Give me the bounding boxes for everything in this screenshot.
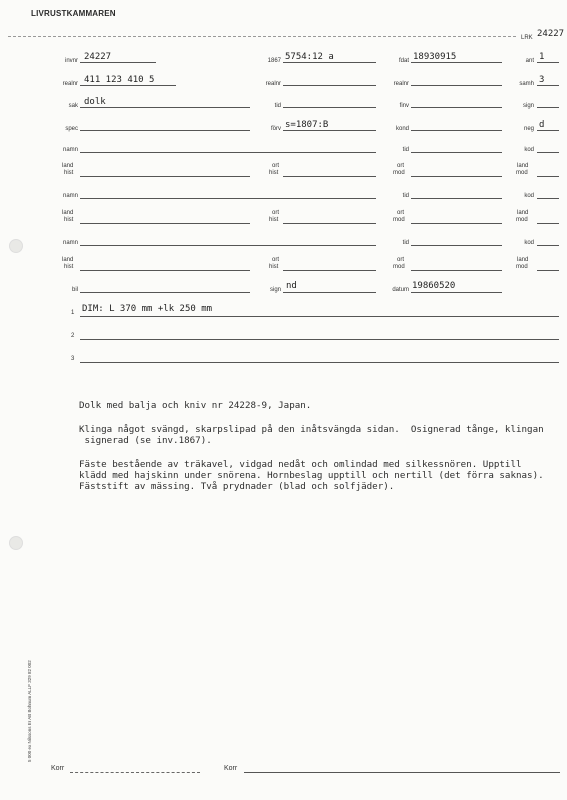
- description-paragraph-2: Klinga något svängd, skarpslipad på den inåtsvängda sidan. Osignerad tånge, klingan signerad (se inv.1867).: [79, 424, 544, 446]
- land2-line: [537, 270, 559, 271]
- datum-value: 19860520: [412, 281, 456, 291]
- neg-line: [537, 130, 559, 131]
- land-line: [80, 176, 250, 177]
- line-2-number: 2: [71, 333, 75, 339]
- land-line: [80, 270, 250, 271]
- kond-label: kond: [395, 126, 409, 132]
- finv-label: finv: [399, 103, 409, 109]
- land-label: land: [62, 257, 74, 263]
- korr-label-1: Korr: [51, 765, 65, 772]
- tid-line: [411, 245, 502, 246]
- korr-line-1: [70, 772, 200, 773]
- mod-label: mod: [393, 264, 405, 270]
- ort2-line: [411, 270, 502, 271]
- lrk-value: 24227: [537, 29, 565, 39]
- hist-label: hist: [64, 170, 74, 176]
- y1867-value: 5754:12 a: [285, 52, 334, 62]
- namn-label: namn: [62, 147, 78, 153]
- namn-line: [80, 152, 376, 153]
- description-paragraph-3: Fäste bestående av träkavel, vidgad nedåt och omlindad med silkessnören. Upptill klädd med hajskinn under snörena. Hornbeslag upptill och nertill (det förra saknas). Fäststift av mässing. Två prydnader (blad och solfjäder).: [79, 459, 544, 492]
- ort-label: ort: [272, 210, 280, 216]
- realnr2-line: [283, 85, 376, 86]
- bil-label: bil: [71, 287, 78, 293]
- kod-line: [537, 245, 559, 246]
- punch-hole: [9, 536, 23, 550]
- datum-line: [411, 292, 502, 293]
- kod-label: kod: [524, 240, 534, 246]
- forv-value: s=1807:B: [285, 120, 329, 130]
- tid-line: [283, 107, 376, 108]
- fdat-line: [411, 62, 502, 63]
- ort2-line: [411, 176, 502, 177]
- invnr-label: invnr: [64, 58, 78, 64]
- ort-line: [283, 223, 376, 224]
- realnr3-label: realnr: [393, 81, 409, 87]
- printer-note: 5 000 ex Nilssons Er AB Bohnum ALLF 329 82 002: [27, 660, 32, 762]
- invnr-value: 24227: [84, 52, 112, 62]
- samh-line: [537, 85, 559, 86]
- land-label: land: [62, 163, 74, 169]
- sign-value: nd: [286, 281, 297, 291]
- neg-value: d: [539, 120, 545, 130]
- samh-label: samh: [519, 81, 534, 87]
- ant-label: ant: [525, 58, 534, 64]
- ort-hist-label: hist: [269, 170, 279, 176]
- line-3-number: 3: [71, 356, 75, 362]
- header-rule: [8, 36, 516, 37]
- realnr2-label: realnr: [265, 81, 281, 87]
- sak-label: sak: [68, 103, 78, 109]
- sak-line: [80, 107, 250, 108]
- ort-line: [283, 270, 376, 271]
- neg-label: neg: [523, 126, 534, 132]
- hist-label: hist: [64, 217, 74, 223]
- korr-label-2: Korr: [224, 765, 238, 772]
- korr-line-2: [244, 772, 560, 773]
- line-1: [80, 316, 559, 317]
- land-line: [80, 223, 250, 224]
- land2-label: land: [517, 257, 529, 263]
- lrk-label: LRK: [521, 35, 533, 41]
- ant-value: 1: [539, 52, 545, 62]
- kod-label: kod: [524, 193, 534, 199]
- ort-label: ort: [272, 257, 280, 263]
- line-1-number: 1: [71, 310, 75, 316]
- land2-line: [537, 223, 559, 224]
- tid-line: [411, 198, 502, 199]
- namn-line: [80, 198, 376, 199]
- line-1-value: DIM: L 370 mm +lk 250 mm: [82, 304, 213, 314]
- fdat-value: 18930915: [413, 52, 457, 62]
- tid-label: tid: [274, 103, 281, 109]
- realnr-label: realnr: [62, 81, 78, 87]
- tid-label: tid: [402, 240, 409, 246]
- land2-line: [537, 176, 559, 177]
- kod-line: [537, 152, 559, 153]
- forv-line: [283, 130, 376, 131]
- invnr-line: [80, 62, 156, 63]
- punch-hole: [9, 239, 23, 253]
- y1867-line: [283, 62, 376, 63]
- mod2-label: mod: [516, 170, 528, 176]
- fdat-label: fdat: [398, 58, 409, 64]
- ort2-label: ort: [397, 163, 405, 169]
- mod2-label: mod: [516, 217, 528, 223]
- sign-label: sign: [522, 103, 534, 109]
- realnr-line: [80, 85, 176, 86]
- line-3: [80, 362, 559, 363]
- y1867-label: 1867: [267, 58, 281, 64]
- spec-label: spec: [65, 126, 78, 132]
- page-title: LIVRUSTKAMMAREN: [31, 9, 116, 18]
- ant-line: [537, 62, 559, 63]
- mod2-label: mod: [516, 264, 528, 270]
- sign-line: [537, 107, 559, 108]
- ort-hist-label: hist: [269, 217, 279, 223]
- kod-line: [537, 198, 559, 199]
- namn-label: namn: [62, 193, 78, 199]
- datum-label: datum: [392, 287, 409, 293]
- namn-label: namn: [62, 240, 78, 246]
- hist-label: hist: [64, 264, 74, 270]
- sign-line: [283, 292, 376, 293]
- tid-label: tid: [402, 147, 409, 153]
- samh-value: 3: [539, 75, 545, 85]
- tid-label: tid: [402, 193, 409, 199]
- kond-line: [411, 130, 502, 131]
- mod-label: mod: [393, 217, 405, 223]
- line-2: [80, 339, 559, 340]
- land-label: land: [62, 210, 74, 216]
- spec-line: [80, 130, 250, 131]
- forv-label: förv: [270, 126, 281, 132]
- ort2-line: [411, 223, 502, 224]
- land2-label: land: [517, 163, 529, 169]
- description-paragraph-1: Dolk med balja och kniv nr 24228-9, Japan.: [79, 400, 312, 411]
- realnr3-line: [411, 85, 502, 86]
- bil-line: [80, 292, 250, 293]
- finv-line: [411, 107, 502, 108]
- ort2-label: ort: [397, 210, 405, 216]
- ort2-label: ort: [397, 257, 405, 263]
- land2-label: land: [517, 210, 529, 216]
- ort-label: ort: [272, 163, 280, 169]
- sak-value: dolk: [84, 97, 106, 107]
- realnr-value: 411 123 410 5: [84, 75, 155, 85]
- mod-label: mod: [393, 170, 405, 176]
- ort-line: [283, 176, 376, 177]
- sign-label: sign: [269, 287, 281, 293]
- kod-label: kod: [524, 147, 534, 153]
- tid-line: [411, 152, 502, 153]
- namn-line: [80, 245, 376, 246]
- ort-hist-label: hist: [269, 264, 279, 270]
